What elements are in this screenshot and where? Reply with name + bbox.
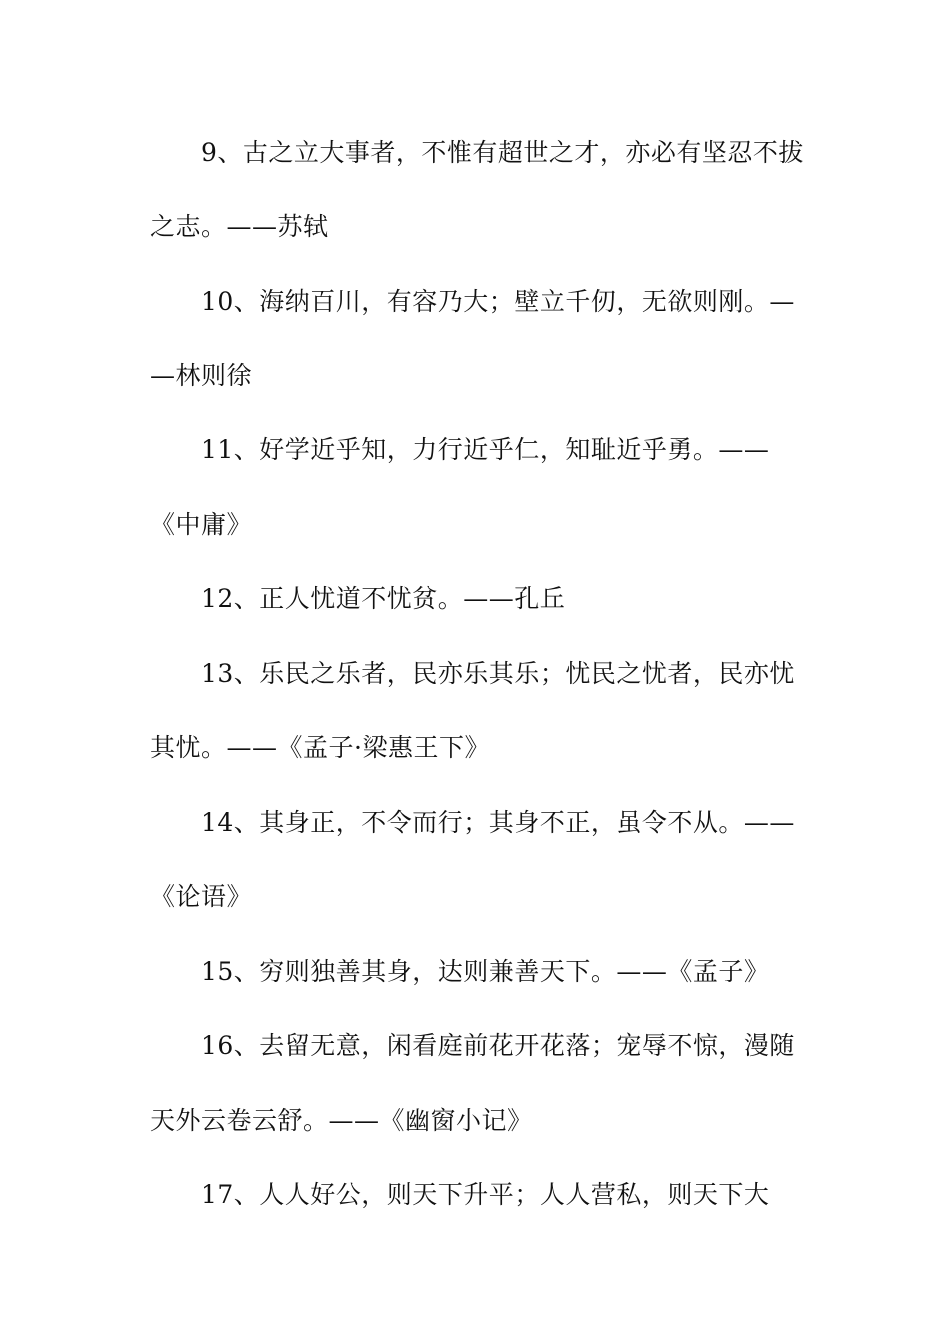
quote-line: 《论语》: [150, 882, 253, 911]
quote-line: 9、古之立大事者，不惟有超世之才，亦必有坚忍不拔: [201, 138, 804, 167]
quote-line: 天外云卷云舒。——《幽窗小记》: [150, 1106, 533, 1135]
quote-line: 之志。——苏轼: [150, 212, 329, 241]
quote-line: 13、乐民之乐者，民亦乐其乐；忧民之忧者，民亦忧: [201, 659, 795, 688]
quote-line: 17、人人好公，则天下升平；人人营私，则天下大: [201, 1180, 770, 1209]
quote-line: 14、其身正，不令而行；其身不正，虽令不从。——: [201, 808, 795, 837]
quote-line: —林则徐: [150, 361, 253, 390]
quote-line: 《中庸》: [150, 510, 253, 539]
quote-line: 11、好学近乎知，力行近乎仁，知耻近乎勇。——: [201, 435, 770, 464]
quote-line: 16、去留无意，闲看庭前花开花落；宠辱不惊，漫随: [201, 1031, 795, 1060]
quote-line: 10、海纳百川，有容乃大；壁立千仞，无欲则刚。—: [201, 287, 795, 316]
quote-line: 其忧。——《孟子·梁惠王下》: [150, 733, 490, 762]
quote-line: 15、穷则独善其身，达则兼善天下。——《孟子》: [201, 957, 770, 986]
quote-line: 12、正人忧道不忧贫。——孔丘: [201, 584, 566, 613]
